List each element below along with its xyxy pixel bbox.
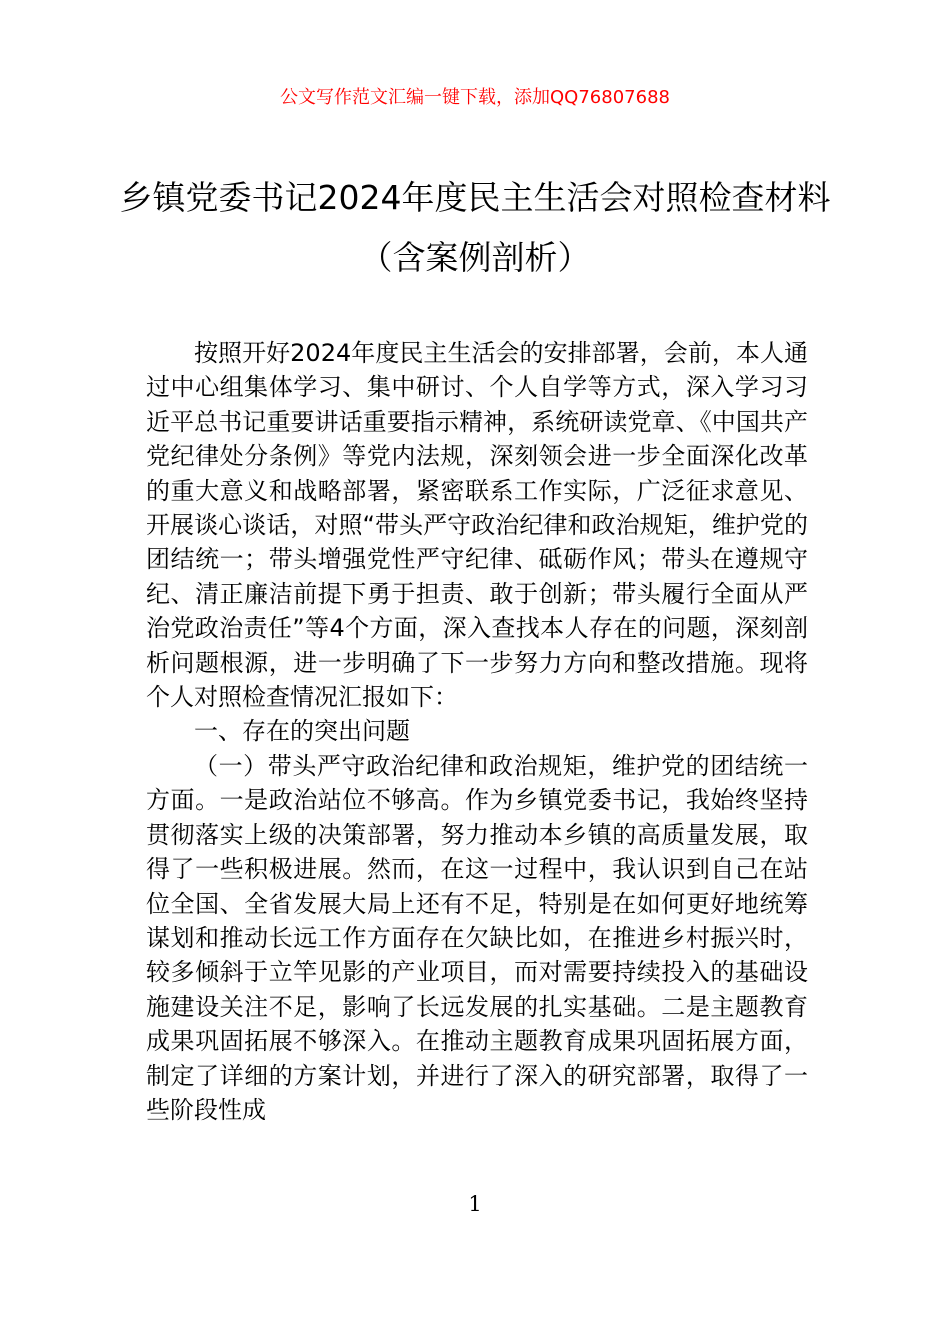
document-title: 乡镇党委书记2024年度民主生活会对照检查材料（含案例剖析） [119,178,831,277]
document-body [146,336,808,1127]
page-number: 1 [468,1192,482,1216]
download-banner: 公文写作范文汇编一键下载，添加QQ76807688 [280,87,670,108]
section-paragraph: （一）带头严守政治纪律和政治规矩，维护党的团结统一方面。一是政治站位不够高。作为乡镇党委书记，我始终坚持贯彻落实上级的决策部署，努力推动本乡镇的高质量发展，取得了一些积极进展。然而，在这一过程中，我认识到自己在站位全国、全省发展大局上还有不足，特别是在如何更好地统筹谋划和推动长远工作方面存在欠缺比如，在推进乡村振兴时，较多倾斜于立竿见影的产业项目，而对需要持续投入的基础设施建设关注不足，影响了长远发展的扎实基础。二是主题教育成果巩固拓展不够深入。在推动主题教育成果巩固拓展方面，制定了详细的方案计划，并进行了深入的研究部署，取得了一些阶段性成 [146,751,808,1124]
section-heading: 一、存在的突出问题 [194,717,410,746]
intro-paragraph: 按照开好2024年度民主生活会的安排部署，会前，本人通过中心组集体学习、集中研讨、个人自学等方式，深入学习习近平总书记重要讲话重要指示精神，系统研读党章、《中国共产党纪律处分条例》等党内法规，深刻领会进一步全面深化改革的重大意义和战略部署，紧密联系工作实际，广泛征求意见、开展谈心谈话，对照“带头严守政治纪律和政治规矩，维护党的团结统一；带头增强党性严守纪律、砥砺作风；带头在遵规守纪、清正廉洁前提下勇于担责、敢于创新；带头履行全面从严治党政治责任”等4个方面，深入查找本人存在的问题，深刻剖析问题根源，进一步明确了下一步努力方向和整改措施。现将个人对照检查情况汇报如下： [146,339,808,712]
